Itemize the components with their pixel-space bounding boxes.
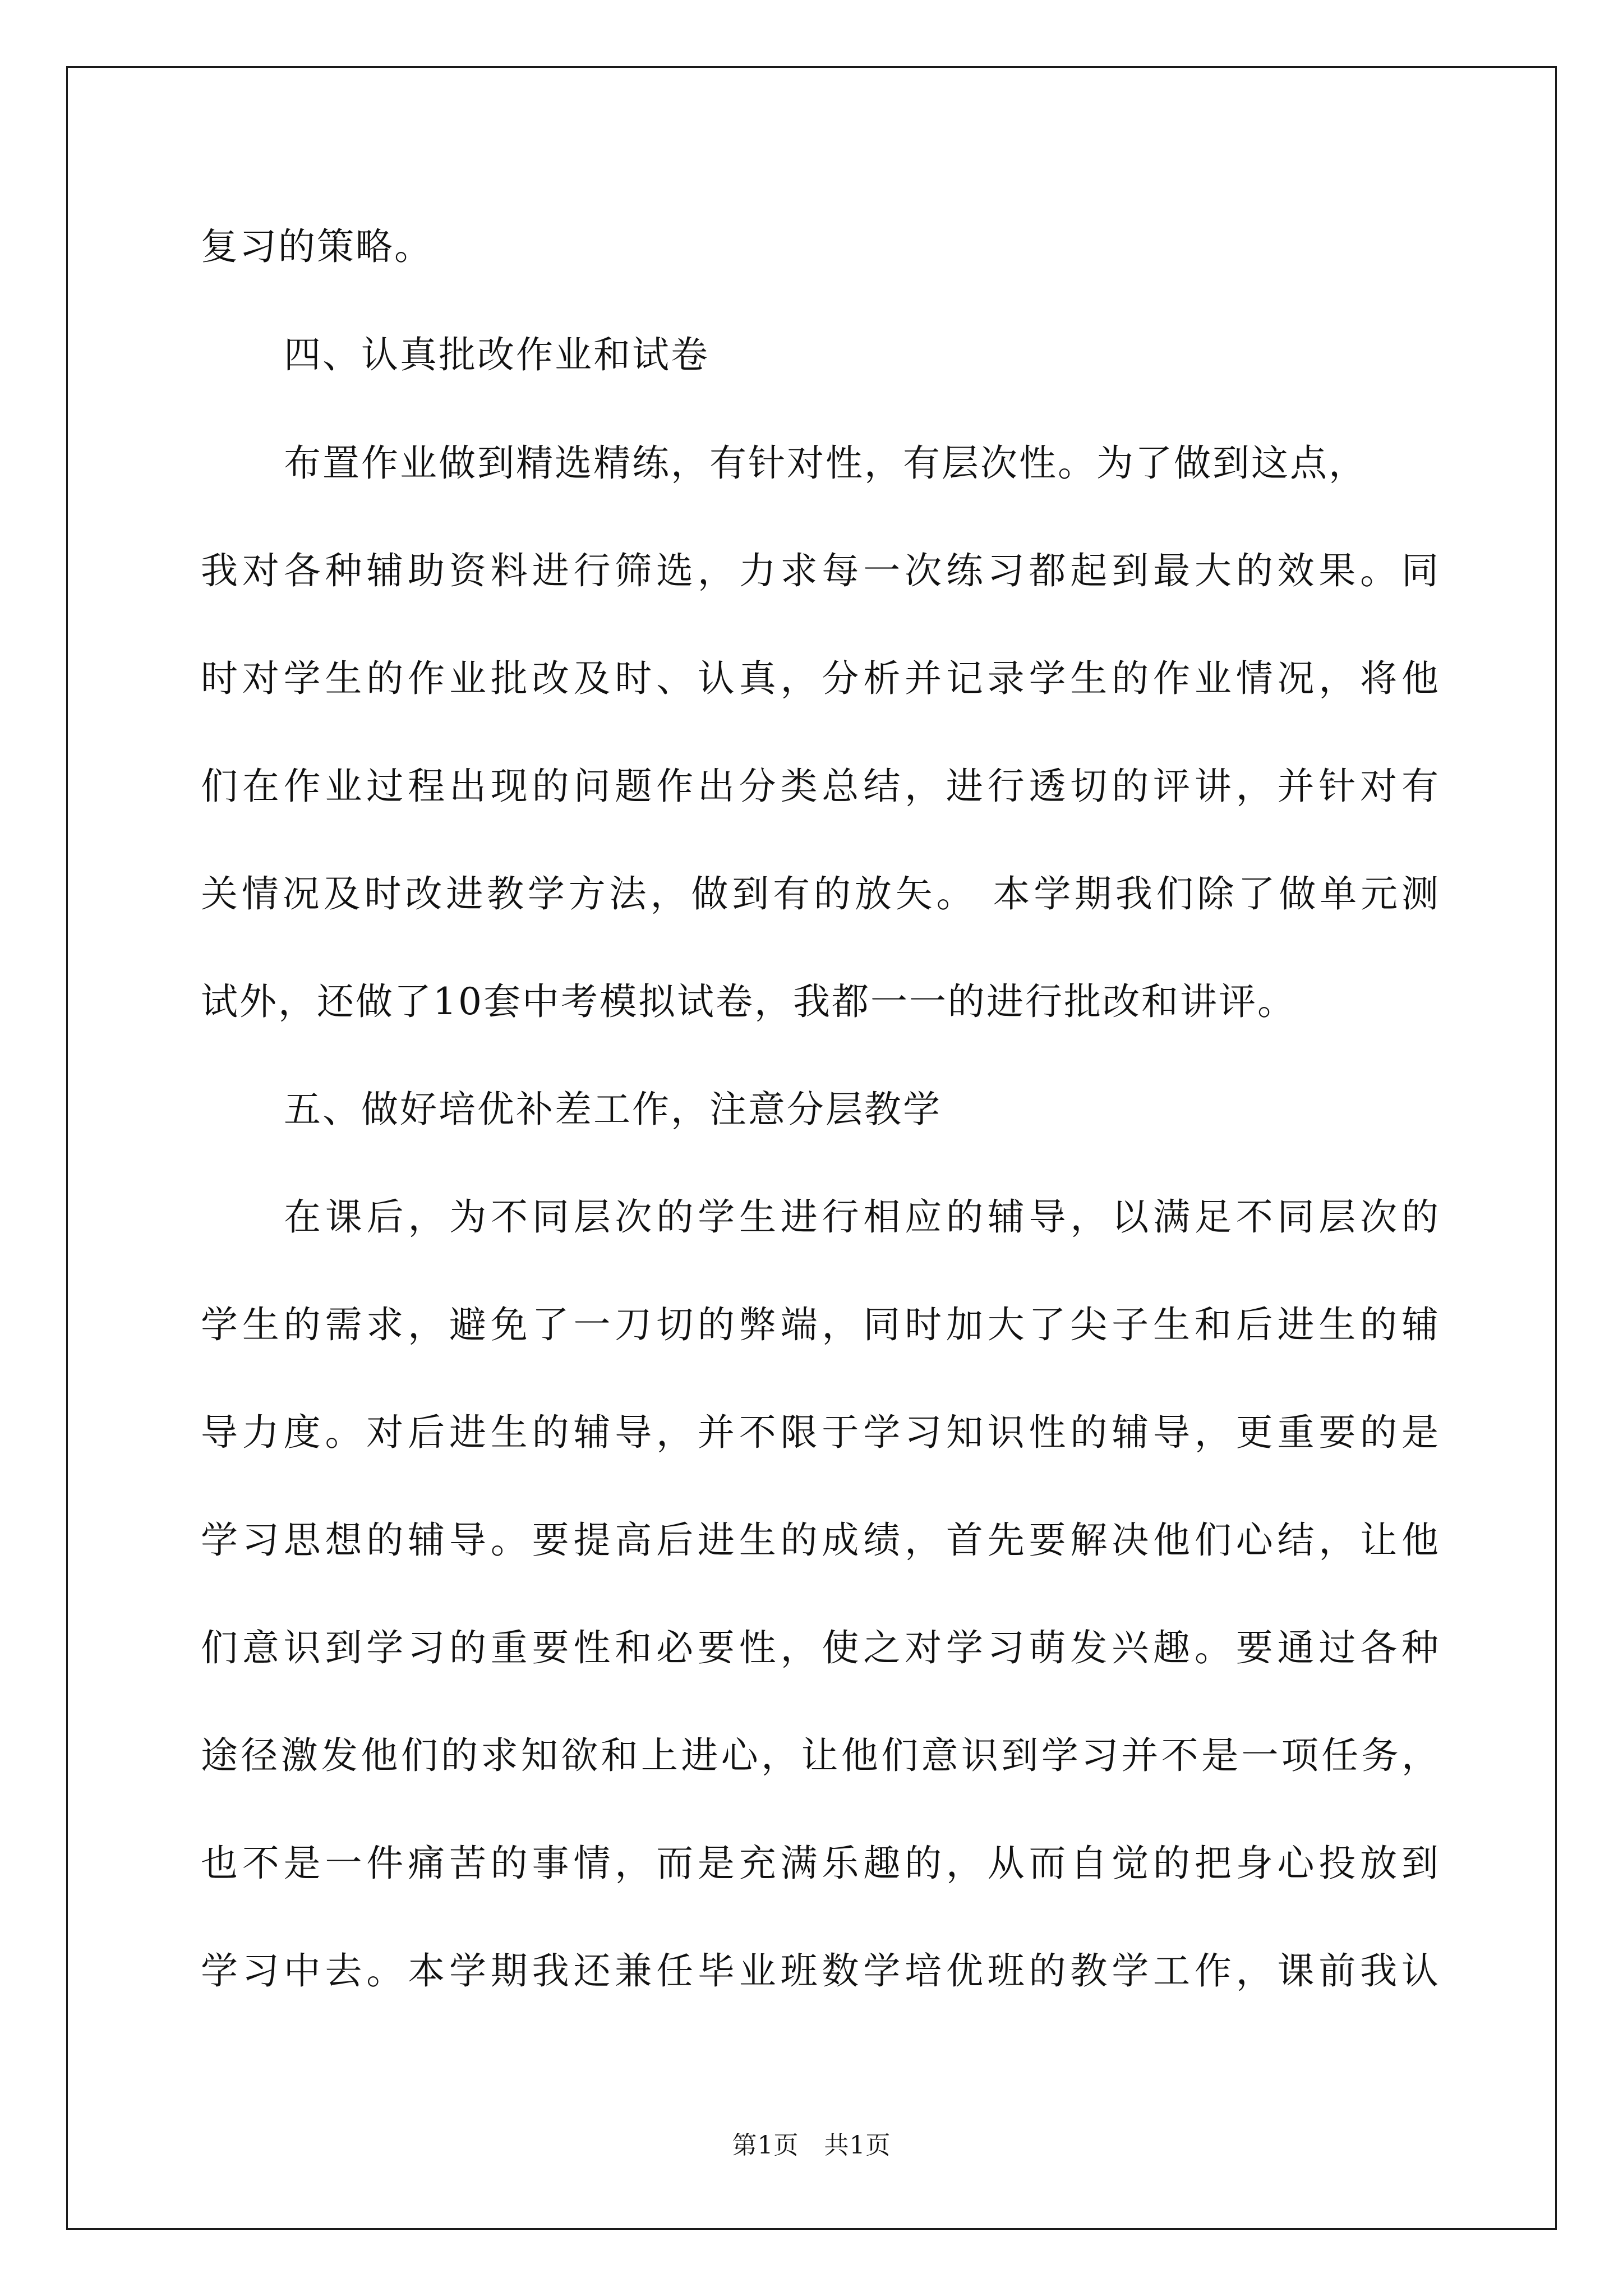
text-line: 也不是一件痛苦的事情，而是充满乐趣的，从而自觉的把身心投放到 [201,1842,1440,1885]
text-line: 试外，还做了10套中考模拟试卷，我都一一的进行批改和讲评。 [201,980,1296,1023]
text-line: 途径激发他们的求知欲和上进心，让他们意识到学习并不是一项任务， [201,1734,1440,1777]
text-line: 布置作业做到精选精练，有针对性，有层次性。为了做到这点， [284,441,1367,485]
page-border [66,66,1557,2230]
page-number-footer: 第1页 共1页 [732,2131,891,2160]
text-line: 我对各种辅助资料进行筛选，力求每一次练习都起到最大的效果。同 [201,549,1440,592]
text-line: 学生的需求，避免了一刀切的弊端，同时加大了尖子生和后进生的辅 [201,1303,1440,1346]
text-line: 们意识到学习的重要性和必要性，使之对学习萌发兴趣。要通过各种 [201,1626,1440,1669]
text-line: 复习的策略。 [201,225,433,268]
text-line: 时对学生的作业批改及时、认真，分析并记录学生的作业情况，将他 [201,657,1440,700]
section-heading: 五、做好培优补差工作，注意分层教学 [284,1088,942,1131]
text-line: 学习思想的辅导。要提高后进生的成绩，首先要解决他们心结，让他 [201,1519,1440,1562]
section-heading: 四、认真批改作业和试卷 [284,333,709,376]
text-line: 导力度。对后进生的辅导，并不限于学习知识性的辅导，更重要的是 [201,1411,1440,1454]
text-line: 在课后，为不同层次的学生进行相应的辅导，以满足不同层次的 [284,1195,1440,1239]
text-line: 关情况及时改进教学方法，做到有的放矢。 本学期我们除了做单元测 [201,872,1440,915]
text-line: 学习中去。本学期我还兼任毕业班数学培优班的教学工作，课前我认 [201,1949,1440,1993]
text-line: 们在作业过程出现的问题作出分类总结，进行透切的评讲，并针对有 [201,765,1440,808]
